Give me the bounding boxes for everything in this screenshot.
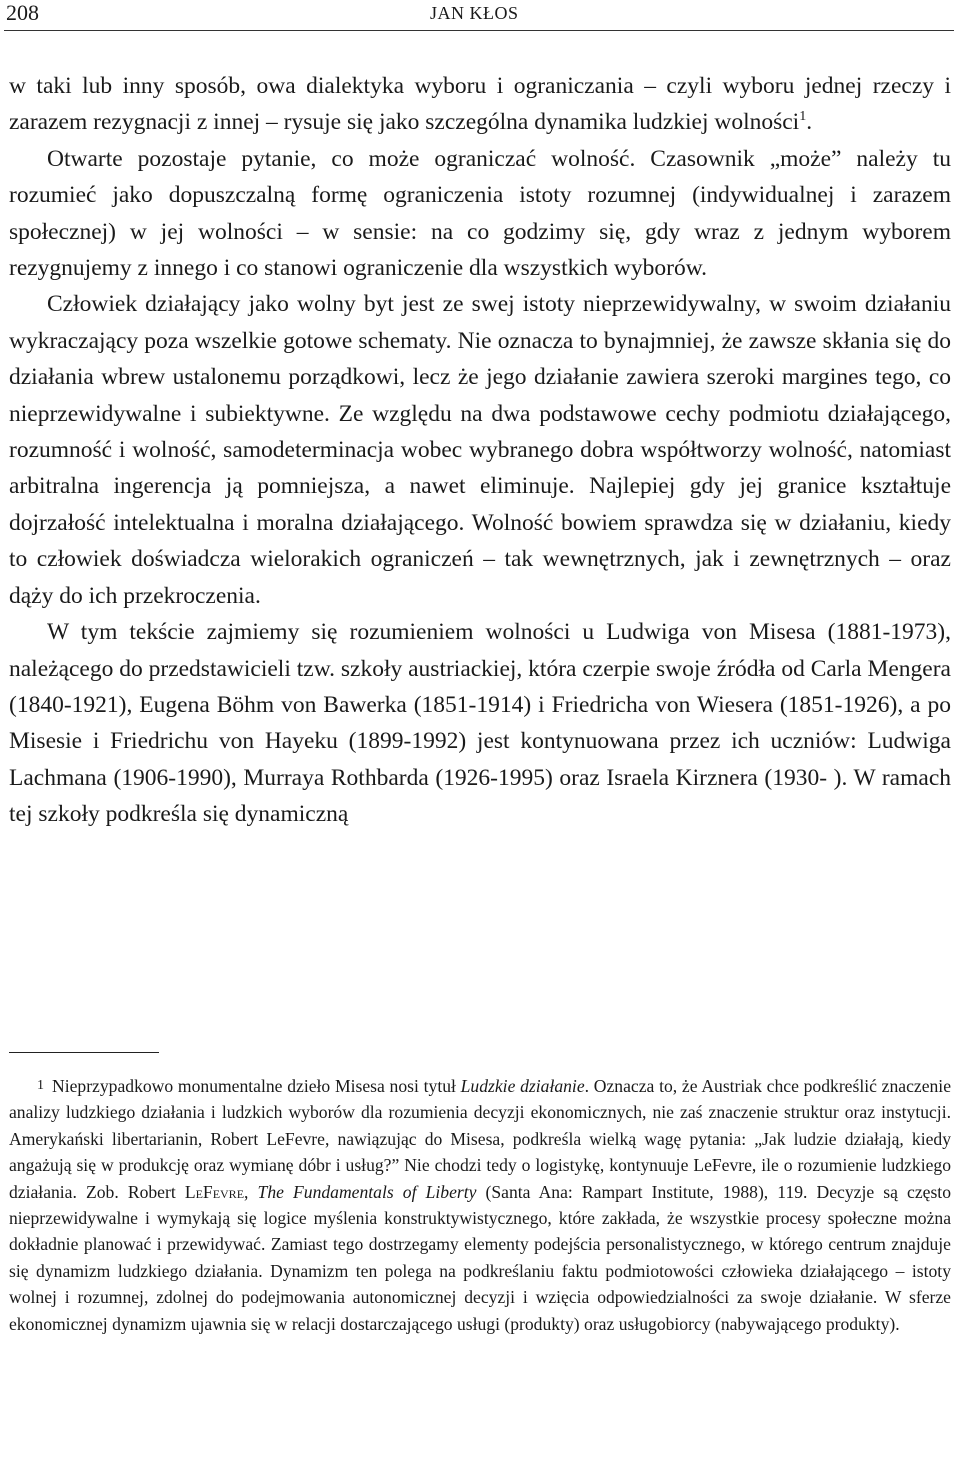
footnote [9,1073,951,1337]
footnote-text-2: . Oznacza to, że Austriak chce podkreślić znaczenie analizy ludzkiego działania i ludzkich wyborów dla rozumienia decyzji ekonomicznych, nie zaś znaczenie struktur oraz instytucji. Amerykański libertarianin, Robert LeFevre, nawiązując do Misesa, podkreśla wielką wagę pytania: „Jak ludzie działają, kiedy angażują się w produkcję oraz wymianę dóbr i usług?” Nie chodzi tedy o logistykę, kontynuuje LeFevre, ile o rozumienie ludzkiego działania. Zob. Robert [9,1076,952,1202]
paragraph-1-text: w taki lub inny sposób, owa dialektyka wyboru i ograniczania – czyli wyboru jednej rzeczy i zarazem rezygnacji z innej – rysuje się jako szczególna dynamika ludzkiej wolności [9,73,951,136]
footnote-text-1: Nieprzypadkowo monumentalne dzieło Misesa nosi tytuł [52,1076,461,1096]
paragraph-2: Otwarte pozostaje pytanie, co może ograniczać wolność. Czasownik „może” należy tu rozumieć jako dopuszczalną formę ograniczenia istoty rozumnej (indywidualnej i zarazem społecznej) w jej wolności – w sensie: na co godzimy się, gdy wraz z jednym wyborem rezygnujemy z innego i co stanowi ograniczenie dla wszystkich wyborów. [9,145,951,282]
book-title-ludzkie-dzialanie: Ludzkie działanie [460,1076,585,1096]
footnote-1 [9,1073,951,1337]
page-header [0,0,960,38]
footnote-reference[interactable]: 1 [799,108,807,125]
footnote-number: 1 [37,1078,44,1093]
paragraph-3: Człowiek działający jako wolny byt jest ze swej istoty nieprzewidywalny, w swoim działaniu wykraczający poza wszelkie gotowe schematy. Nie oznacza to bynajmniej, że zawsze skłania się do działania wbrew ustalonemu porządkowi, lecz że jego działanie zawiera szeroki margines tego, co nieprzewidywalne i subiektywne. Ze względu na dwa podstawowe cechy podmiotu działającego, rozumność i wolność, samodeterminacja wobec wybranego dobra współtworzy wolność, natomiast arbitralna ingerencja ją pomniejsza, a nawet eliminuje. Najlepiej gdy jej granice kształtuje dojrzałość intelektualna i moralna działającego. Wolność bowiem sprawdza się w działaniu, kiedy to człowiek doświadcza wielorakich ograniczeń – tak wewnętrznych, jak i zewnętrznych – oraz dąży do ich przekroczenia. [9,291,951,609]
running-head: JAN KŁOS [430,3,519,23]
main-text [9,68,951,833]
page-number: 208 [6,0,39,25]
paragraph-1-end: . [806,109,813,136]
paragraph-4: W tym tekście zajmiemy się rozumieniem wolności u Ludwiga von Misesa (1881-1973), należącego do przedstawicieli tzw. szkoły austriackiej, która czerpie swoje źródła od Carla Mengera (1840-1921), Eugena Böhm von Bawerka (1851-1914) i Friedricha von Wiesera (1851-1926), a po Misesie i Friedrichu von Hayeku (1899-1992) jest kontynuowana przez ich uczniów: Ludwiga Lachmana (1906-1990), Murraya Rothbarda (1926-1995) oraz Israela Kirznera (1930- ). W ramach tej szkoły podkreśla się dynamiczną [9,619,951,828]
header-rule [4,30,954,31]
footnote-text-4: (Santa Ana: Rampart Institute, 1988), 119. Decyzje są często nieprzewidywalne i wymykają się logice myślenia konstruktywistycznego, które zakłada, że wszystkie procesy społeczne można dokładnie planować i przewidywać. Zamiast tego dostrzegamy elementy podejścia personalistycznego, w którego centrum znajduje się dynamizm ludzkiego działania. Dynamizm ten polega na podkreślaniu faktu podmiotowości człowieka działającego – istoty wolnej i rozumnej, zdolnej do podejmowania autonomicznej decyzji i wzięcia odpowiedzialności za swoje działanie. W sferze ekonomicznej dynamizm ujawnia się w relacji dostarczającego usługi (produkty) oraz usługobiorcy (nabywającego produkty). [9,1181,951,1334]
footnote-text-3: , [244,1181,258,1202]
book-title-fundamentals-of-liberty: The Fundamentals of Liberty [257,1181,477,1202]
footnote-rule [9,1052,159,1053]
paragraph-1 [9,68,951,141]
author-name-lefevre: LeFevre [184,1181,245,1202]
